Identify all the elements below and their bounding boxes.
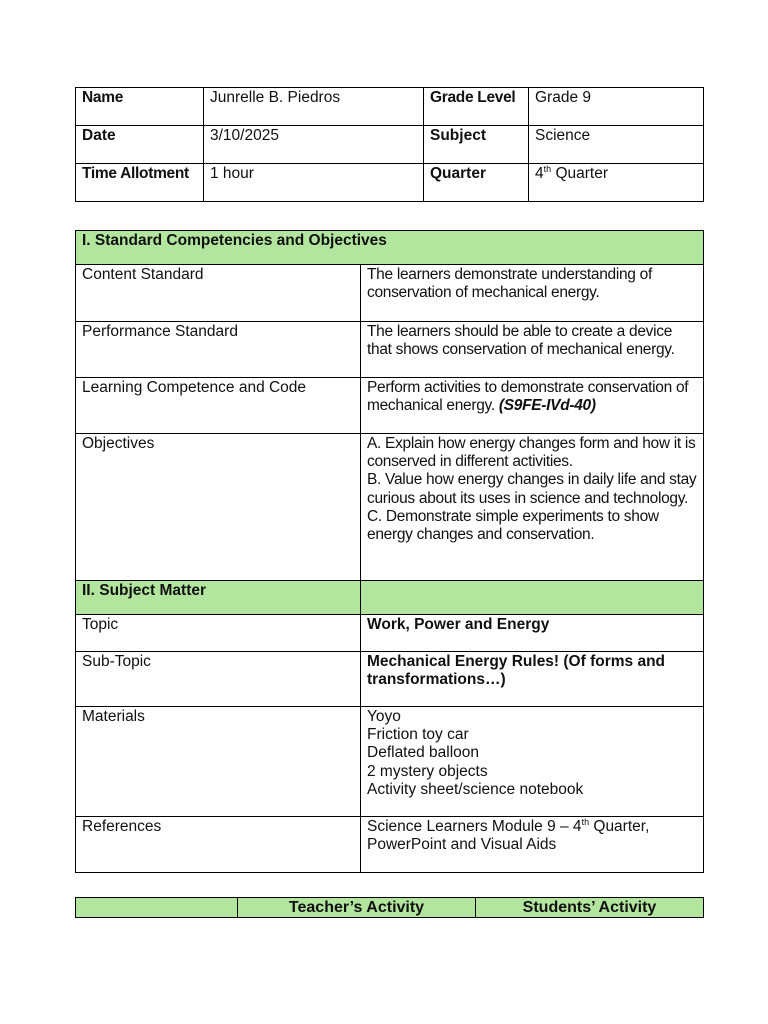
- grade-level-label: Grade Level: [424, 88, 529, 126]
- section-2-header: II. Subject Matter: [76, 581, 361, 615]
- materials-label: Materials: [76, 707, 361, 817]
- table-row: [76, 88, 704, 126]
- objective-b: B. Value how energy changes in daily life and stay curious about its uses in science and technology.: [367, 471, 697, 507]
- subtopic-value: Mechanical Energy Rules! (Of forms and transformations…): [361, 652, 704, 707]
- performance-standard-label: Performance Standard: [76, 322, 361, 378]
- section-1-header: I. Standard Competencies and Objectives: [76, 231, 704, 265]
- objective-c: C. Demonstrate simple experiments to show energy changes and conservation.: [367, 507, 659, 544]
- quarter-value: [529, 164, 704, 202]
- table-row: [76, 652, 704, 707]
- topic-value: Work, Power and Energy: [361, 615, 704, 652]
- table-row: [76, 378, 704, 434]
- objectives-value: [361, 434, 704, 581]
- references-text: Science Learners Module 9 – 4: [367, 818, 582, 835]
- learning-competence-label: Learning Competence and Code: [76, 378, 361, 434]
- quarter-number: 4: [535, 165, 544, 182]
- quarter-suffix: th: [543, 163, 552, 174]
- table-row: [76, 817, 704, 873]
- performance-standard-value: The learners should be able to create a device that shows conservation of mechanical energy.: [361, 322, 704, 378]
- students-activity-header: Students’ Activity: [476, 898, 704, 918]
- material-item: Activity sheet/science notebook: [367, 780, 584, 798]
- references-label: References: [76, 817, 361, 873]
- content-standard-value: The learners demonstrate understanding of conservation of mechanical energy.: [361, 265, 704, 322]
- references-text-end: Quarter, PowerPoint and Visual Aids: [367, 818, 650, 854]
- table-row: [76, 615, 704, 652]
- learning-competence-value: [361, 378, 704, 434]
- grade-level-value: Grade 9: [529, 88, 704, 126]
- section-header-row: [76, 231, 704, 265]
- lesson-plan-table: [75, 230, 704, 873]
- name-label: Name: [76, 88, 204, 126]
- subject-label: Subject: [424, 126, 529, 164]
- quarter-label: Quarter: [424, 164, 529, 202]
- subject-value: Science: [529, 126, 704, 164]
- section-2-header-blank: [361, 581, 704, 615]
- material-item: Friction toy car: [367, 726, 469, 744]
- table-row: [76, 265, 704, 322]
- teacher-activity-header: Teacher’s Activity: [238, 898, 476, 918]
- references-value: [361, 817, 704, 873]
- activity-header-table: [75, 897, 704, 918]
- date-label: Date: [76, 126, 204, 164]
- materials-value: [361, 707, 704, 817]
- table-row: [76, 707, 704, 817]
- objective-a: A. Explain how energy changes form and how it is conserved in different activities.: [367, 435, 696, 471]
- table-row: [76, 126, 704, 164]
- content-standard-label: Content Standard: [76, 265, 361, 322]
- name-value: Junrelle B. Piedros: [204, 88, 424, 126]
- learning-competence-text: Perform activities to demonstrate conservation of mechanical energy.: [367, 379, 689, 415]
- competence-code: (S9FE-IVd-40): [498, 397, 596, 415]
- section-header-row: [76, 581, 704, 615]
- objectives-label: Objectives: [76, 434, 361, 581]
- activity-header-blank: [76, 898, 238, 918]
- time-allotment-label: Time Allotment: [76, 164, 204, 202]
- table-row: [76, 322, 704, 378]
- material-item: Deflated balloon: [367, 744, 480, 762]
- material-item: Yoyo: [367, 708, 401, 725]
- references-suffix: th: [581, 816, 590, 827]
- topic-label: Topic: [76, 615, 361, 652]
- table-row: [76, 898, 704, 918]
- date-value: 3/10/2025: [204, 126, 424, 164]
- table-row: [76, 434, 704, 581]
- material-item: 2 mystery objects: [367, 762, 488, 780]
- table-row: [76, 164, 704, 202]
- subtopic-label: Sub-Topic: [76, 652, 361, 707]
- quarter-word: Quarter: [551, 165, 608, 182]
- lesson-info-table: [75, 87, 704, 202]
- time-allotment-value: 1 hour: [204, 164, 424, 202]
